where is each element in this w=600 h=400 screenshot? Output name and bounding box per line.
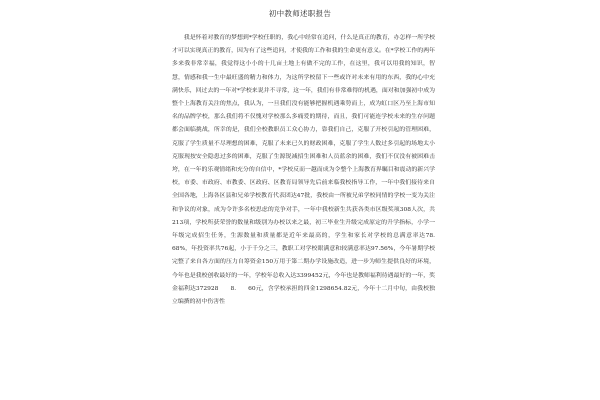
document-body [172,32,459,309]
body-paragraph: 我是怀着对教育的梦想到*学校任职的，我心中经常在追问，什么是真正的教育，办怎样一所学校才可以实现真正的教育，因为有了这些追问，才使我的工作和我的生命更有意义。在*学校工作的两年多来我非常幸福，我觉得这小小的十几亩土地上有做不完的工作，在这里，我可以用我的知识，智慧，情感和我一生中最旺盛的精力和体力，为这所学校留下一些或许对未来有用的东西，我的心中充满快乐，回过去的一年对*学校来说并不寻常，这一年，我们有非常难得的机遇，面对和加强初中成为整个上海教育关注的焦点，我认为，一旦我们没有能够把握机遇乘势而上，成为虹口区乃至上海市知名的品牌学校，那么我们将不仅愧对学校那么多痛爱的期待，而且，我们可能连学校未来的生存问题都会面临挑战，所幸的是，我们全校教职员工众心协力，靠我们自己，克服了开校引起的管理困难，克服了学生质量不尽理想的困难，克服了未来已久的财政困难，克服了学生人数过多引起的场地太小克服现按安全隐患过多的困难，克服了生源锐减招生困难和人员蓝余的困难，我们不仅没有被困难击垮，在一年的乐观情绪和充分的自信中，*学校反而一越而成为令整个上海教育界瞩目和震动的新兴学校，市委、市政府、市教委、区政府、区教育局领导先后前来临我校指导工作，一年中我们接待来自全国各地，上海各区县和兄弟学校教育代表团达47批，我校由一所被兄弟学校同情的学校一变为关注和争议的对象，成为令许多名校思虑的竞争对手，一年中我校新生共获各类市区级奖项308人次，共213项，学校所获荣誉的数量和级别为办校以来之最，初三毕业生升级完成原定的升学指标，小学一年级完成招生任务，生源数量和质量都是近年来最高的，学生和家长对学校的总满意率达78. 68%，年投资率共76起，小于千分之三，教职工对学校眼满意和较满意率达97.56%，今年暑期学校完整了来自各方面的压力自筹资金150万用于第二期办学设施改造，进一步为师生提供良好的环境，今年也是我校创收最好的一年，学校年总收入达3399452元，今年也是教师福利待遇最好的一年，奖金福利达372928 8. 60元，含学校承担的四金1298654.82元，今年十二月中旬，由我校独立编撰的初中伤害性 [172,35,459,306]
document-title: 初中教师述职报告 [268,9,332,18]
